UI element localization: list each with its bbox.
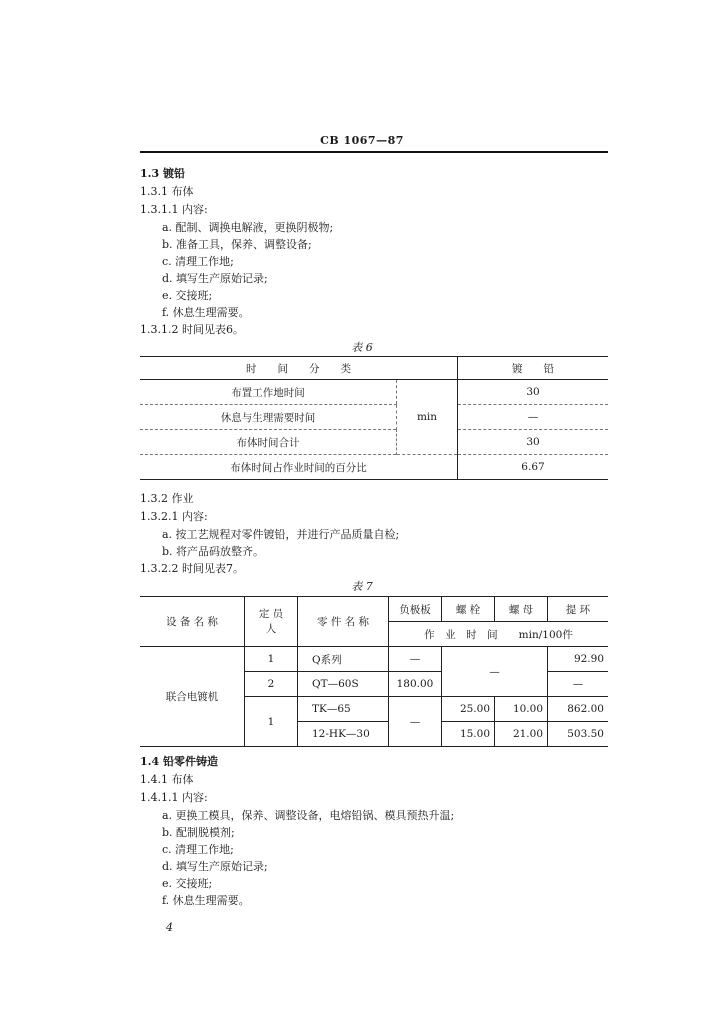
table-header-type: 螺 栓: [442, 597, 495, 622]
list-item: f. 休息生理需要。: [162, 894, 250, 907]
subsection-heading: 1.3.1.1 内容:: [140, 203, 208, 216]
subsection-heading: 1.4.1 布体: [140, 773, 194, 786]
table-cell-value: 862.00: [548, 697, 609, 722]
list-item: d. 填写生产原始记录;: [162, 272, 268, 285]
table-cell-staff: 1: [245, 697, 298, 747]
list-item: a. 更换工模具，保养、调整设备，电熔铅锅、模具预热升温;: [162, 809, 455, 822]
table-cell-part: TK—65: [298, 697, 389, 722]
table-cell-merged: —: [442, 647, 548, 697]
section-heading: 1.4 铅零件铸造: [140, 755, 218, 768]
list-item: e. 交接班;: [162, 289, 213, 302]
subsection-heading: 1.3.1.2 时间见表6。: [140, 323, 244, 336]
table-cell-value: —: [548, 672, 609, 697]
subsection-heading: 1.3.1 布体: [140, 185, 194, 198]
table-cell-value: 180.00: [389, 672, 442, 697]
table-header-type: 提 环: [548, 597, 609, 622]
table-header-type: 负极板: [389, 597, 442, 622]
table-header-staff: 定 员 人: [245, 597, 298, 647]
table-header-value: 镀 铅: [458, 357, 609, 380]
table-cell-label: 布体时间占作业时间的百分比: [140, 455, 458, 480]
list-item: a. 配制、调换电解液，更换阴极物;: [162, 221, 334, 234]
table-cell-unit: min: [397, 380, 458, 455]
table-cell-value: —: [458, 405, 609, 430]
table-caption: 表 7: [351, 580, 373, 593]
table-cell-value: 15.00: [442, 722, 495, 747]
subsection-heading: 1.4.1.1 内容:: [140, 791, 208, 804]
page-number: 4: [166, 921, 173, 934]
table-cell-value: 30: [458, 430, 609, 455]
list-item: a. 按工艺规程对零件镀铅，并进行产品质量自检;: [162, 528, 400, 541]
list-item: e. 交接班;: [162, 877, 213, 890]
table-cell-label: 布体时间合计: [140, 430, 397, 455]
list-item: f. 休息生理需要。: [162, 306, 250, 319]
table-cell-value: —: [389, 647, 442, 672]
table-cell-staff: 1: [245, 647, 298, 672]
table-cell-value: 25.00: [442, 697, 495, 722]
table-cell-value: 30: [458, 380, 609, 405]
list-item: c. 清理工作地;: [162, 255, 234, 268]
table-6: [140, 356, 608, 480]
subsection-heading: 1.3.2 作业: [140, 492, 194, 505]
table-cell-value: 21.00: [495, 722, 548, 747]
list-item: c. 清理工作地;: [162, 843, 234, 856]
table-header-equipment: 设 备 名 称: [140, 597, 245, 647]
table-cell-value: 503.50: [548, 722, 609, 747]
list-item: b. 配制脱模剂;: [162, 826, 235, 839]
subsection-heading: 1.3.2.1 内容:: [140, 510, 208, 523]
table-subheader: 作 业 时 间 min/100件: [389, 622, 609, 647]
list-item: d. 填写生产原始记录;: [162, 860, 268, 873]
table-cell-value: —: [389, 697, 442, 747]
table-header-type: 螺 母: [495, 597, 548, 622]
table-cell-part: 12-HK—30: [298, 722, 389, 747]
table-cell-value: 92.90: [548, 647, 609, 672]
table-cell-part: QT—60S: [298, 672, 389, 697]
table-cell-part: Q系列: [298, 647, 389, 672]
table-cell-staff: 2: [245, 672, 298, 697]
table-cell-value: 6.67: [458, 455, 609, 480]
table-7: [140, 596, 608, 747]
table-cell-label: 布置工作地时间: [140, 380, 397, 405]
table-caption: 表 6: [351, 341, 373, 354]
table-cell-equipment: 联合电镀机: [140, 647, 245, 747]
document-header: CB 1067—87: [320, 134, 404, 147]
table-header-category: 时 间 分 类: [140, 357, 458, 380]
section-heading: 1.3 镀铅: [140, 167, 185, 180]
header-rule: [140, 151, 608, 153]
table-cell-value: 10.00: [495, 697, 548, 722]
table-header-part: 零 件 名 称: [298, 597, 389, 647]
list-item: b. 准备工具，保养、调整设备;: [162, 238, 312, 251]
list-item: b. 将产品码放整齐。: [162, 545, 265, 558]
subsection-heading: 1.3.2.2 时间见表7。: [140, 562, 244, 575]
table-cell-label: 休息与生理需要时间: [140, 405, 397, 430]
